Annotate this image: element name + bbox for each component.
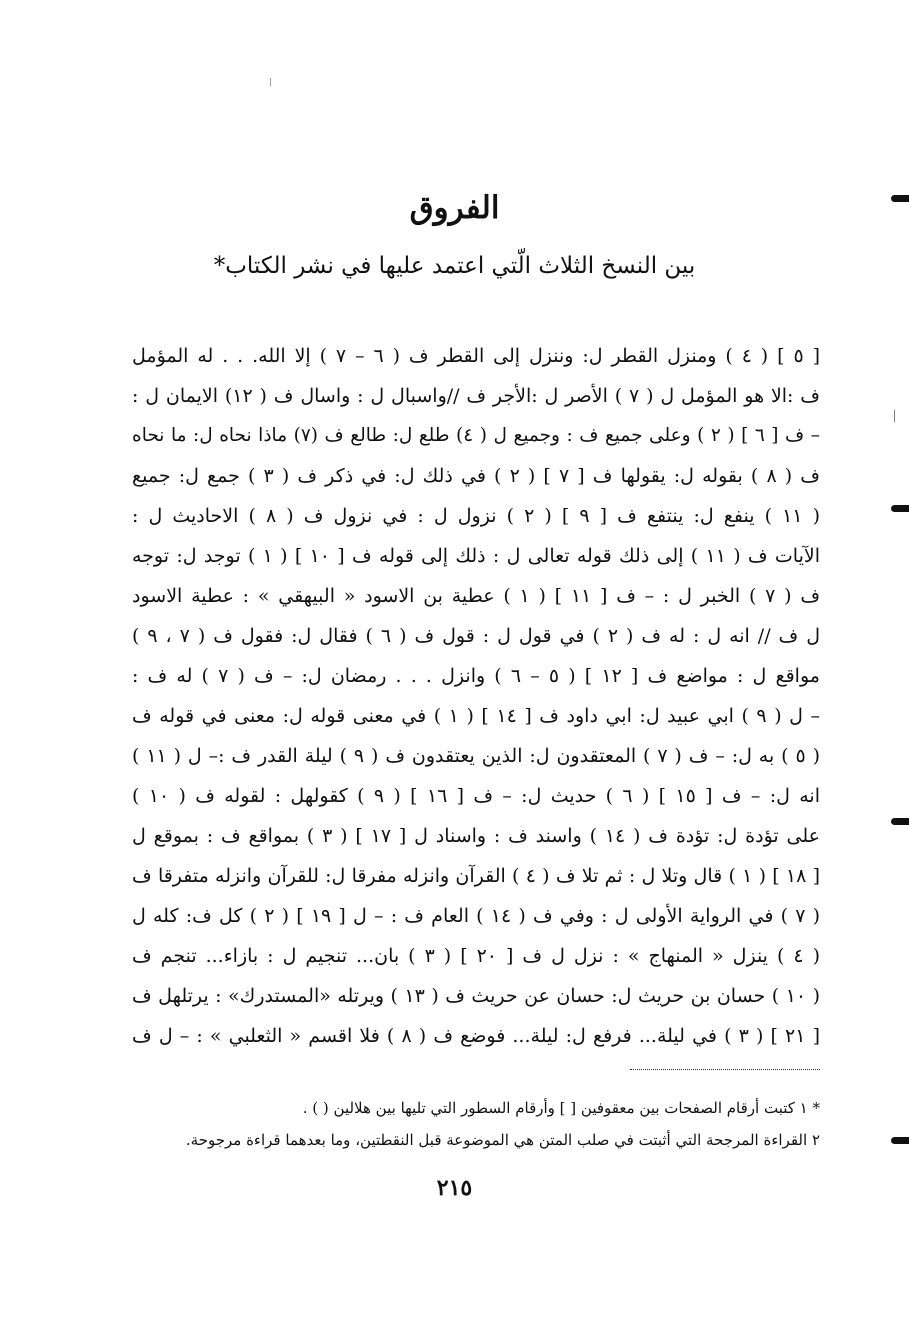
body-line: على تؤدة ل: تؤدة ف ( ١٤ ) واسند ف : واسناد ل [ ١٧ ] ( ٣ ) بمواقع ف : بموقع ل <box>132 825 820 847</box>
body-line: – ف [ ٦ ] ( ٢ ) وعلى جميع ف : وجميع ل ( ٤) طلع ل: طالع ف (٧) ماذا نحاه ل: ما نحاه <box>132 425 820 446</box>
body-line: انه ل: – ف [ ١٥ ] ( ٦ ) حديث ل: – ف [ ١٦ ] ( ٩ ) كقولهل : لقوله ف ( ١٠ ) <box>132 785 820 807</box>
margin-tick <box>894 410 895 422</box>
body-line: [ ٢١ ] ( ٣ ) في ليلة... فرفع ل: ليلة... فوضع ف ( ٨ ) فلا اقسم « الثعلبي » : – ل ف <box>132 1025 820 1047</box>
body-line: [ ٥ ] ( ٤ ) ومنزل القطر ل: وننزل إلى القطر ف ( ٦ – ٧ ) إلا الله. . . له المؤمل <box>132 345 820 367</box>
page-subtitle: بين النسخ الثلاث الّتي اعتمد عليها في نشر الكتاب* <box>213 253 696 279</box>
body-line: ( ١٠ ) حسان بن حريث ل: حسان عن حريث ف ( ١٣ ) ويرتله «المستدرك» : يرتلهل ف <box>132 985 820 1007</box>
body-line: [ ١٨ ] ( ١ ) قال وتلا ل : ثم تلا ف ( ٤ ) القرآن وانزله مفرقا ل: للقرآن وانزله متفرقا ف <box>132 865 820 887</box>
margin-mark <box>891 818 909 825</box>
margin-mark <box>891 1137 909 1144</box>
scan-speck <box>270 78 271 86</box>
body-line: الآيات ف ( ١١ ) إلى ذلك قوله تعالى ل : ذلك إلى قوله ف [ ١٠ ] ( ١ ) توجد ل: توجه <box>132 545 820 567</box>
body-line: ف ( ٨ ) بقوله ل: يقولها ف [ ٧ ] ( ٢ ) في ذلك ل: في ذكر ف ( ٣ ) جمع ل: جميع <box>132 465 820 487</box>
body-line: ل ف // انه ل : له ف ( ٢ ) في قول ل : قول ف ( ٦ ) فقال ل: فقول ف ( ٧ ، ٩ ) <box>132 625 820 647</box>
body-line: ( ٥ ) به ل: – ف ( ٧ ) المعتقدون ل: الذين يعتقدون ف ( ٩ ) ليلة القدر ف :– ل ( ١١ ) <box>132 745 820 767</box>
footnote-2: ٢ القراءة المرجحة التي أثبتت في صلب المتن هي الموضوعة قبل النقطتين، وما بعدهما قراءة مرجوحة. <box>185 1131 820 1149</box>
margin-mark <box>891 195 909 202</box>
footnotes <box>150 1092 820 1156</box>
page-title: الفروق <box>409 190 500 226</box>
body-text <box>132 336 820 1056</box>
body-line: ف ( ٧ ) الخبر ل : – ف [ ١١ ] ( ١ ) عطية بن الاسود « البيهقي » : عطية الاسود <box>132 585 820 607</box>
footnote-divider <box>630 1069 820 1070</box>
body-line: ف :الا هو المؤمل ل ( ٧ ) الأصر ل :الأجر ف //واسبال ل : واسال ف ( ١٢) الايمان ل : <box>132 385 820 407</box>
body-line: مواقع ل : مواضع ف [ ١٢ ] ( ٥ – ٦ ) وانزل . . . رمضان ل: – ف ( ٧ ) له ف : <box>132 665 820 687</box>
footnote-1: * ١ كتبت أرقام الصفحات بين معقوفين [ ] وأرقام السطور التي تليها بين هلالين ( ) . <box>302 1099 820 1117</box>
page-number: ٢١٥ <box>436 1175 473 1201</box>
body-line: ( ١١ ) ينفع ل: ينتفع ف [ ٩ ] ( ٢ ) نزول ل : في نزول ف ( ٨ ) الاحاديث ل : <box>132 505 820 527</box>
body-line: – ل ( ٩ ) ابي عبيد ل: ابي داود ف [ ١٤ ] ( ١ ) في معنى قوله ل: معنى في قوله ف <box>132 705 820 727</box>
body-line: ( ٧ ) في الرواية الأولى ل : وفي ف ( ١٤ ) العام ف : – ل [ ١٩ ] ( ٢ ) كل ف: كله ل <box>132 905 820 927</box>
body-line: ( ٤ ) ينزل « المنهاج » : نزل ل ف [ ٢٠ ] ( ٣ ) بان... تنجيم ل : بازاء... تنجم ف <box>132 945 820 967</box>
margin-mark <box>891 505 909 512</box>
